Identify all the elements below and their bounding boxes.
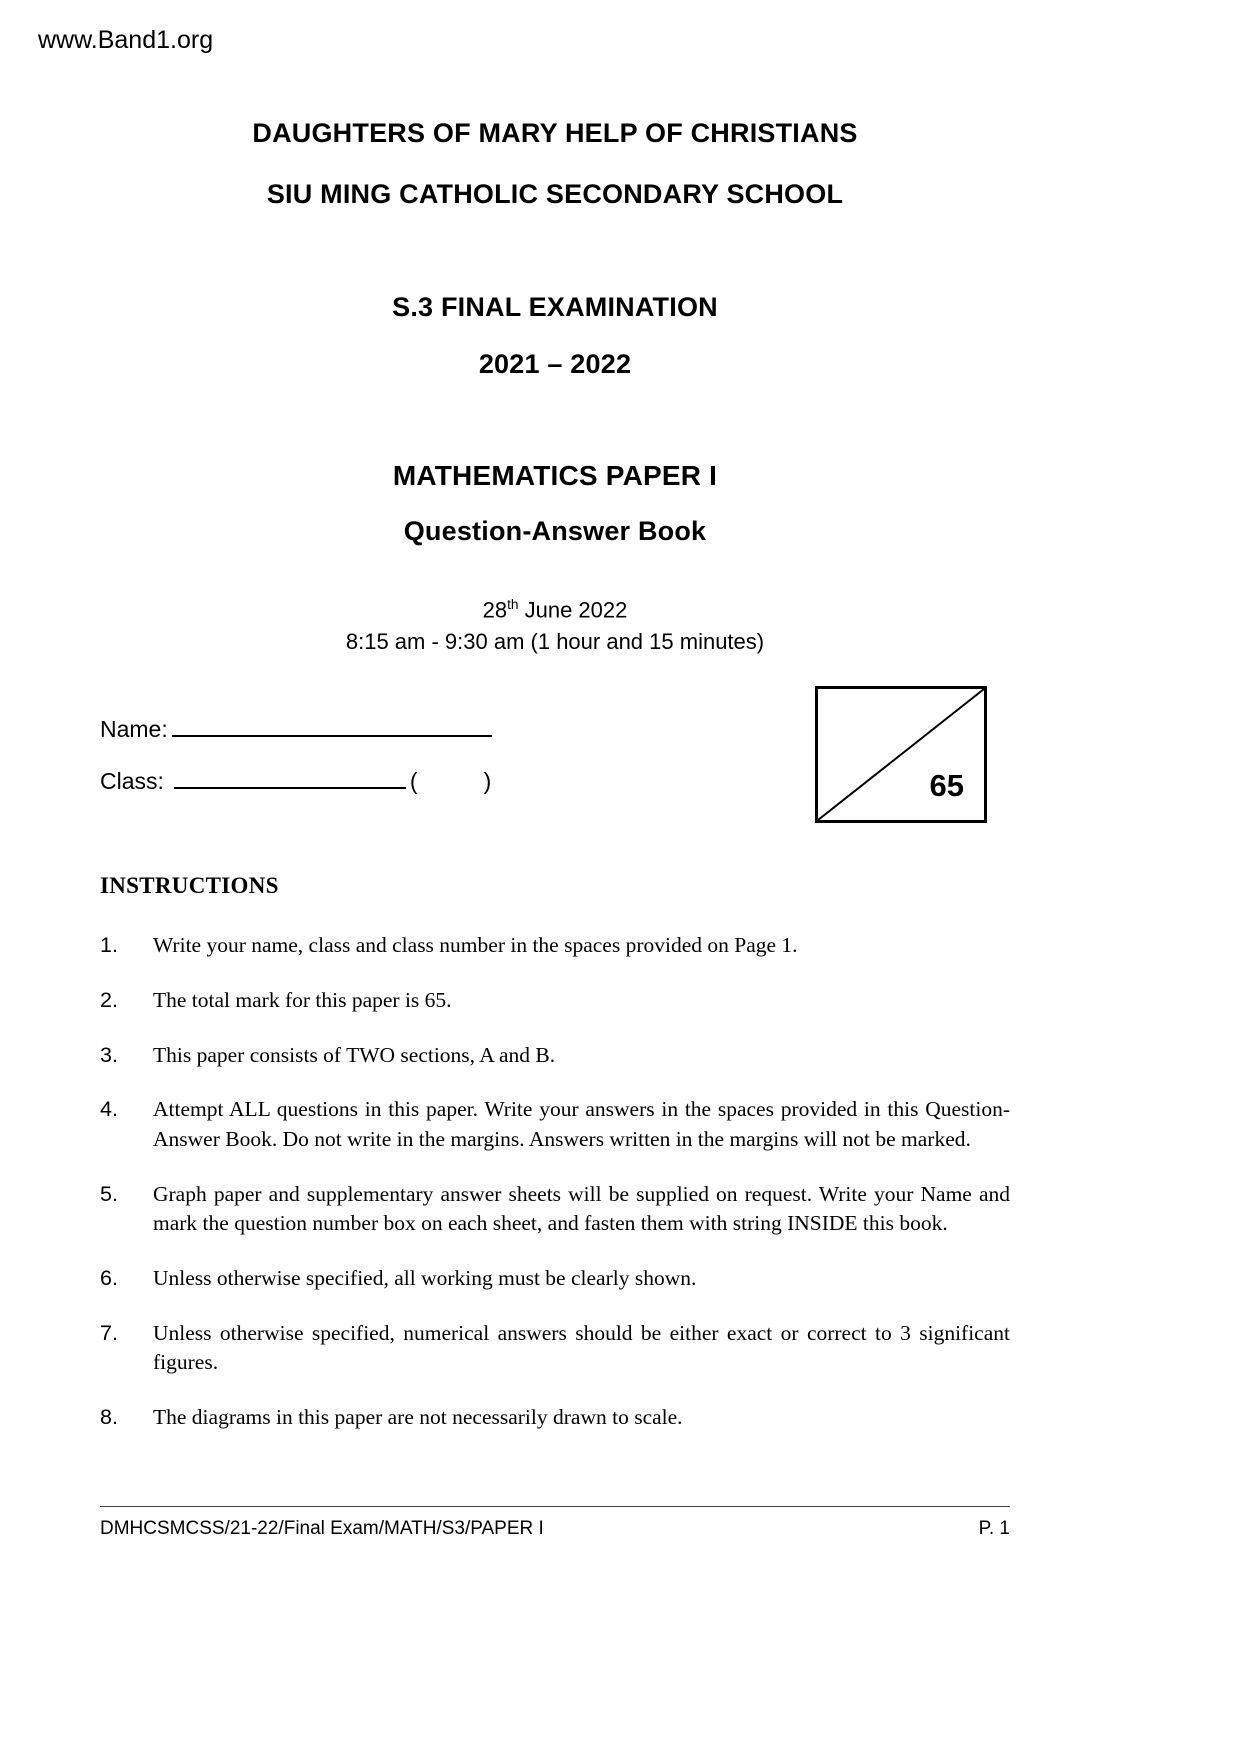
total-marks-value: 65	[929, 768, 964, 803]
instruction-number: 1.	[100, 933, 118, 958]
class-number-paren-close: )	[483, 768, 492, 795]
instruction-item	[100, 1095, 1010, 1154]
instruction-item	[100, 1319, 1010, 1378]
exam-years: 2021 – 2022	[478, 349, 632, 379]
site-watermark: www.Band1.org	[38, 26, 214, 54]
exam-date	[100, 597, 1010, 623]
total-marks-box	[815, 686, 987, 823]
instructions-section	[100, 873, 1010, 1432]
book-title: Question-Answer Book	[403, 516, 707, 546]
footer-document-code: DMHCSMCSS/21-22/Final Exam/MATH/S3/PAPER I	[100, 1518, 544, 1539]
name-label: Name:	[100, 716, 168, 743]
instruction-text: Write your name, class and class number in the spaces provided on Page 1.	[153, 933, 798, 958]
instruction-number: 3.	[100, 1042, 118, 1067]
instruction-text: Unless otherwise specified, all working must be clearly shown.	[153, 1265, 697, 1290]
exam-time: 8:15 am - 9:30 am (1 hour and 15 minutes)	[345, 629, 765, 655]
instruction-number: 5.	[100, 1181, 118, 1206]
instruction-number: 4.	[100, 1097, 118, 1122]
name-blank-line	[172, 713, 492, 737]
instruction-item	[100, 1041, 1010, 1071]
instruction-number: 6.	[100, 1265, 118, 1290]
instruction-text: This paper consists of TWO sections, A and B.	[153, 1042, 556, 1067]
class-blank-line	[174, 765, 406, 789]
instruction-text: Graph paper and supplementary answer sheets will be supplied on request. Write your Name and mark the question number box on each sheet, and fasten them with string INSIDE this book.	[153, 1181, 1010, 1236]
class-label: Class:	[100, 768, 164, 795]
instruction-number: 8.	[100, 1404, 118, 1429]
exam-date-rest: June 2022	[518, 597, 628, 623]
subject-title: MATHEMATICS PAPER I	[392, 460, 718, 491]
instruction-item	[100, 986, 1010, 1016]
instruction-text: The diagrams in this paper are not necessarily drawn to scale.	[153, 1404, 683, 1429]
instruction-item	[100, 931, 1010, 961]
footer-page-number: P. 1	[978, 1518, 1010, 1539]
instruction-number: 2.	[100, 987, 118, 1012]
instruction-text: Attempt ALL questions in this paper. Write your answers in the spaces provided in this Question-Answer Book. Do not write in the margins. Answers written in the margins will not be marked.	[153, 1097, 1010, 1151]
exam-title: S.3 FINAL EXAMINATION	[392, 292, 718, 322]
instruction-item	[100, 1180, 1010, 1239]
instructions-title: INSTRUCTIONS	[100, 873, 279, 899]
exam-date-day: 28	[482, 597, 508, 623]
page-footer	[100, 1506, 1010, 1540]
school-name-line1: DAUGHTERS OF MARY HELP OF CHRISTIANS	[252, 118, 858, 148]
exam-date-ordinal: th	[507, 597, 519, 612]
instruction-item	[100, 1403, 1010, 1433]
instructions-list	[100, 931, 1010, 1432]
instruction-number: 7.	[100, 1320, 118, 1345]
class-number-paren-open: (	[409, 768, 418, 795]
instruction-text: Unless otherwise specified, numerical answers should be either exact or correct to 3 significant figures.	[153, 1320, 1010, 1375]
school-name-line2: SIU MING CATHOLIC SECONDARY SCHOOL	[266, 179, 844, 209]
instruction-item	[100, 1264, 1010, 1294]
instruction-text: The total mark for this paper is 65.	[153, 987, 452, 1012]
